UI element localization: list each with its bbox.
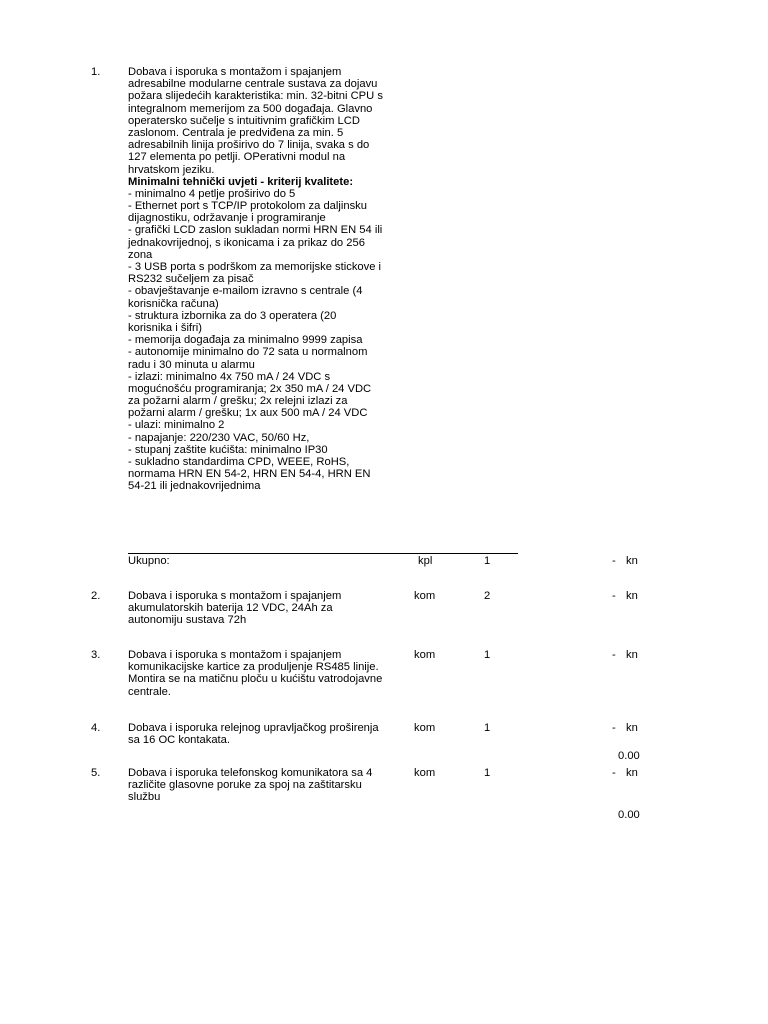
currency-cell: kn bbox=[626, 590, 638, 602]
description-line: adresabilnih linija proširivo do 7 linija, svaka s do bbox=[128, 139, 370, 152]
description-line: različite glasovne poruke za spoj na zaštitarsku bbox=[128, 779, 362, 792]
description-line: Dobava i isporuka s montažom i spajanjem bbox=[128, 66, 342, 78]
total-label: Ukupno: bbox=[128, 555, 170, 567]
item-4-description bbox=[128, 722, 408, 746]
currency-cell: kn bbox=[626, 722, 638, 734]
requirement-line: - minimalno 4 petlje proširivo do 5 bbox=[128, 187, 296, 200]
unit-cell: kom bbox=[414, 767, 436, 779]
quantity-cell: 2 bbox=[484, 590, 491, 602]
requirement-line: RS232 sučeljem za pisač bbox=[128, 273, 254, 286]
item-3-description bbox=[128, 649, 408, 698]
description-line: Dobava i isporuka s montažom i spajanjem bbox=[128, 590, 342, 602]
item-5-description bbox=[128, 767, 408, 804]
requirement-line: zona bbox=[128, 248, 153, 261]
requirement-line: - sukladno standardima CPD, WEEE, RoHS, bbox=[128, 456, 350, 468]
requirement-line: - grafički LCD zaslon sukladan normi HRN EN 54 ili bbox=[128, 224, 383, 237]
requirement-line: požarni alarm / grešku; 1x aux 500 mA / 24 VDC bbox=[128, 407, 368, 420]
description-line: autonomiju sustava 72h bbox=[128, 614, 247, 627]
description-line: Montira se na matičnu ploču u kućištu vatrodojavne bbox=[128, 673, 383, 686]
requirement-line: - memorija događaja za minimalno 9999 zapisa bbox=[128, 334, 363, 347]
quantity-cell: 1 bbox=[484, 649, 491, 661]
requirement-line: - Ethernet port s TCP/IP protokolom za daljinsku bbox=[128, 200, 367, 213]
item-number: 5. bbox=[91, 767, 101, 779]
subtotal-value: 0.00 bbox=[618, 809, 640, 821]
subtotal-value: 0.00 bbox=[618, 750, 640, 762]
unit-cell: kom bbox=[414, 590, 436, 602]
description-line: centrale. bbox=[128, 685, 171, 698]
total-divider bbox=[128, 553, 518, 554]
unit-cell: kom bbox=[414, 722, 436, 734]
amount-cell: - bbox=[612, 555, 616, 567]
item-2-description bbox=[128, 590, 408, 627]
description-line: sa 16 OC kontakata. bbox=[128, 734, 230, 747]
description-line: 127 elementa po petlji. OPerativni modul na bbox=[128, 151, 346, 164]
requirements-heading: Minimalni tehnički uvjeti - kriterij kvalitete: bbox=[128, 175, 354, 188]
requirement-line: dijagnostiku, održavanje i programiranje bbox=[128, 212, 326, 225]
requirement-line: korisnika i šifri) bbox=[128, 321, 202, 334]
description-line: zaslonom. Centrala je predviđena za min. 5 bbox=[128, 126, 344, 139]
requirement-line: - ulazi: minimalno 2 bbox=[128, 419, 225, 432]
description-line: požara slijedećih karakteristika: min. 32-bitni CPU s bbox=[128, 90, 383, 103]
description-line: operatersko sučelje s intuitivnim grafičkim LCD bbox=[128, 114, 360, 127]
description-line: komunikacijske kartice za produljenje RS485 linije. bbox=[128, 661, 379, 674]
item-number: 1. bbox=[91, 66, 101, 78]
requirement-line: - struktura izbornika za do 3 operatera (20 bbox=[128, 309, 337, 322]
item-1-description bbox=[128, 66, 408, 493]
amount-cell: - bbox=[612, 767, 616, 779]
amount-cell: - bbox=[612, 722, 616, 734]
quantity-cell: 1 bbox=[484, 555, 491, 567]
description-line: akumulatorskih baterija 12 VDC, 24Ah za bbox=[128, 602, 333, 615]
requirement-line: 54-21 ili jednakovrijednima bbox=[128, 480, 261, 493]
description-line: Dobava i isporuka relejnog upravljačkog proširenja bbox=[128, 722, 379, 734]
item-number: 3. bbox=[91, 649, 101, 661]
item-number: 2. bbox=[91, 590, 101, 602]
requirement-line: normama HRN EN 54-2, HRN EN 54-4, HRN EN bbox=[128, 468, 371, 481]
requirement-line: - izlazi: minimalno 4x 750 mA / 24 VDC s bbox=[128, 370, 331, 383]
quantity-cell: 1 bbox=[484, 767, 491, 779]
description-line: adresabilne modularne centrale sustava za dojavu bbox=[128, 78, 378, 91]
requirement-line: za požarni alarm / grešku; 2x relejni izlazi za bbox=[128, 395, 348, 408]
requirement-line: - stupanj zaštite kućišta: minimalno IP30 bbox=[128, 443, 328, 456]
requirement-line: - autonomije minimalno do 72 sata u normalnom bbox=[128, 346, 368, 359]
requirement-line: - 3 USB porta s podrškom za memorijske stickove i bbox=[128, 261, 382, 273]
unit-cell: kom bbox=[414, 649, 436, 661]
description-line: hrvatskom jeziku. bbox=[128, 163, 215, 176]
description-line: Dobava i isporuka telefonskog komunikatora sa 4 bbox=[128, 767, 373, 779]
requirement-line: radu i 30 minuta u alarmu bbox=[128, 358, 255, 371]
currency-cell: kn bbox=[626, 555, 638, 567]
item-number: 4. bbox=[91, 722, 101, 734]
currency-cell: kn bbox=[626, 767, 638, 779]
requirement-line: korisnička računa) bbox=[128, 297, 219, 310]
description-line: Dobava i isporuka s montažom i spajanjem bbox=[128, 649, 342, 661]
unit-cell: kpl bbox=[418, 555, 433, 567]
description-line: integralnom memerijom za 500 događaja. Glavno bbox=[128, 102, 373, 115]
amount-cell: - bbox=[612, 590, 616, 602]
quantity-cell: 1 bbox=[484, 722, 491, 734]
currency-cell: kn bbox=[626, 649, 638, 661]
requirement-line: - napajanje: 220/230 VAC, 50/60 Hz, bbox=[128, 431, 310, 444]
requirement-line: - obavještavanje e-mailom izravno s centrale (4 bbox=[128, 285, 363, 298]
description-line: službu bbox=[128, 791, 161, 804]
requirement-line: mogućnošću programiranja; 2x 350 mA / 24 VDC bbox=[128, 382, 372, 395]
requirement-line: jednakovrijednoj, s ikonicama i za prikaz do 256 bbox=[128, 236, 365, 249]
amount-cell: - bbox=[612, 649, 616, 661]
